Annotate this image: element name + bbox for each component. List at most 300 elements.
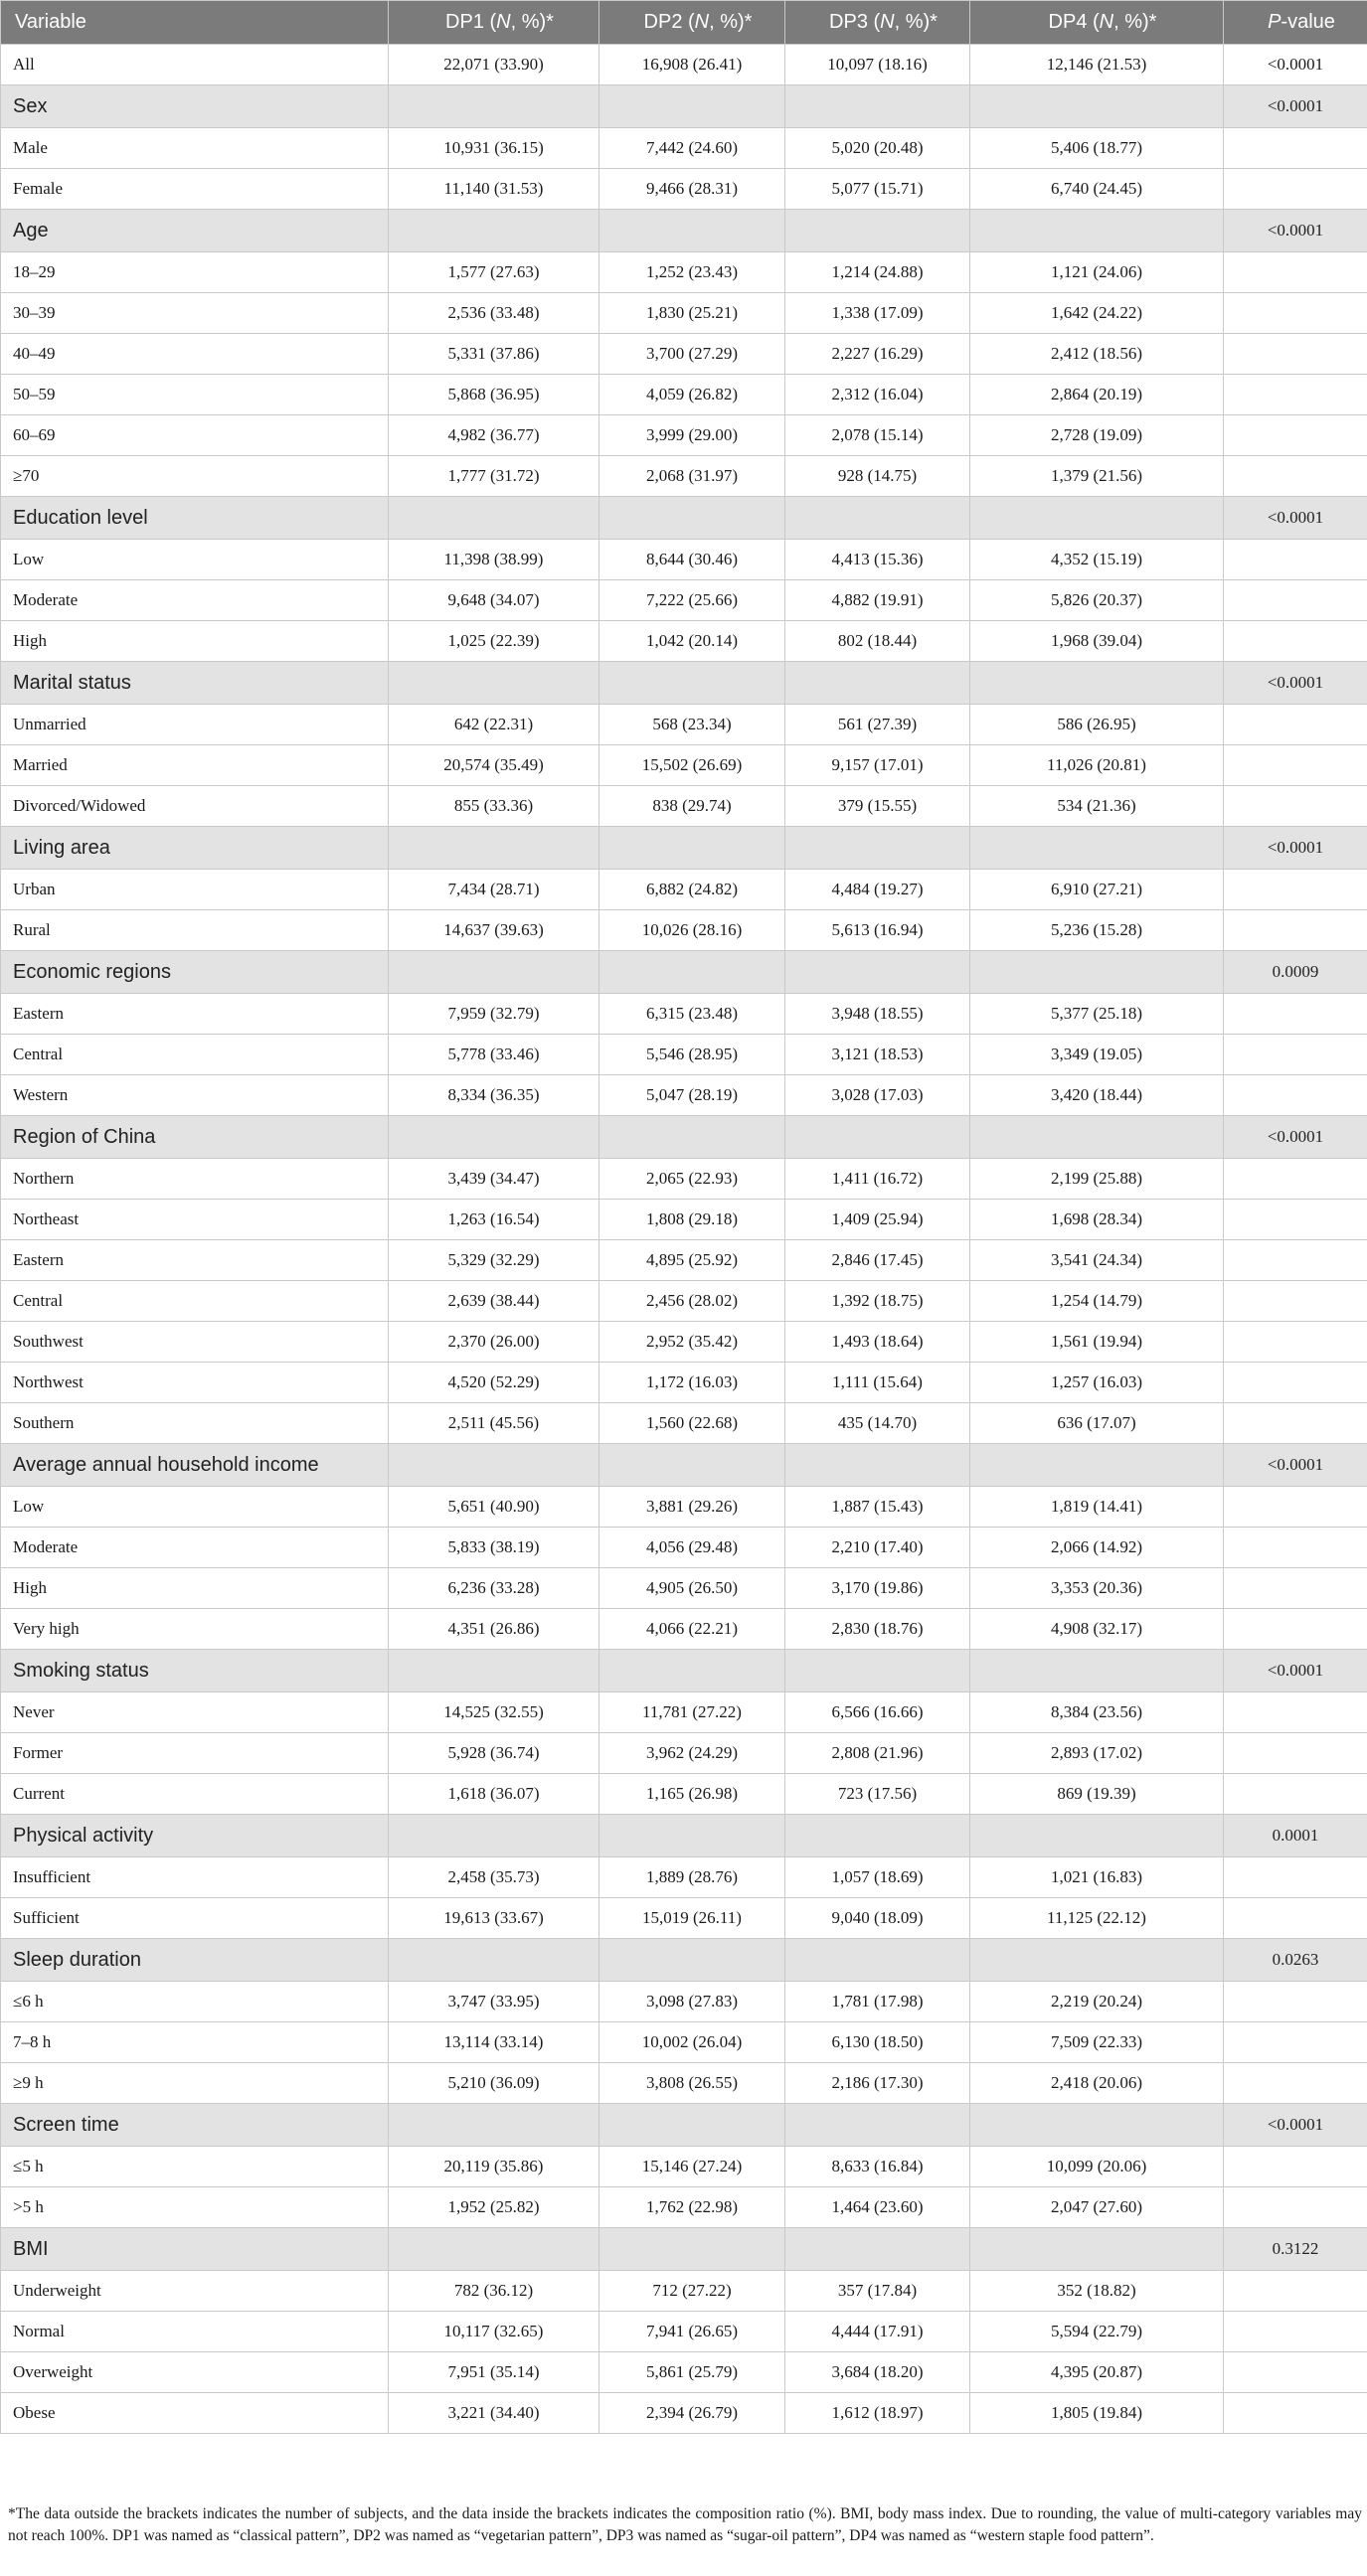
row-label-cell: High (1, 621, 389, 662)
cell-dp2 (599, 951, 785, 994)
table-row (1, 1240, 1367, 1281)
cell-p (1224, 2022, 1367, 2063)
cell-dp4 (970, 85, 1224, 128)
table-row (1, 1982, 1367, 2022)
cell-dp4: 3,353 (20.36) (970, 1568, 1224, 1609)
table-row (1, 456, 1367, 497)
cell-dp2 (599, 1116, 785, 1159)
cell-dp4: 1,819 (14.41) (970, 1487, 1224, 1528)
cell-dp1: 7,951 (35.14) (389, 2352, 599, 2393)
row-label-cell: Western (1, 1075, 389, 1116)
cell-dp1 (389, 1650, 599, 1692)
cell-dp4: 1,968 (39.04) (970, 621, 1224, 662)
cell-dp3: 3,170 (19.86) (785, 1568, 970, 1609)
cell-dp4: 4,352 (15.19) (970, 540, 1224, 580)
row-label-cell: Current (1, 1774, 389, 1815)
cell-dp2: 15,146 (27.24) (599, 2147, 785, 2187)
group-label-cell: Average annual household income (1, 1444, 389, 1487)
cell-dp4: 10,099 (20.06) (970, 2147, 1224, 2187)
cell-dp1: 1,263 (16.54) (389, 1200, 599, 1240)
cell-dp3 (785, 951, 970, 994)
cell-p (1224, 2393, 1367, 2434)
cell-dp1: 4,351 (26.86) (389, 1609, 599, 1650)
cell-dp3: 2,210 (17.40) (785, 1528, 970, 1568)
cell-dp1: 5,833 (38.19) (389, 1528, 599, 1568)
table-group-row (1, 662, 1367, 705)
cell-dp3: 3,948 (18.55) (785, 994, 970, 1035)
cell-dp4 (970, 1939, 1224, 1982)
cell-dp2: 7,442 (24.60) (599, 128, 785, 169)
table-row (1, 1200, 1367, 1240)
cell-dp3: 5,613 (16.94) (785, 910, 970, 951)
cell-dp4: 1,698 (28.34) (970, 1200, 1224, 1240)
cell-dp3 (785, 1444, 970, 1487)
cell-dp1 (389, 2228, 599, 2271)
cell-dp4: 3,541 (24.34) (970, 1240, 1224, 1281)
group-label-cell: Sleep duration (1, 1939, 389, 1982)
cell-dp4: 2,219 (20.24) (970, 1982, 1224, 2022)
cell-dp3: 2,808 (21.96) (785, 1733, 970, 1774)
row-label-cell: ≤6 h (1, 1982, 389, 2022)
cell-dp3: 2,846 (17.45) (785, 1240, 970, 1281)
cell-dp4: 1,021 (16.83) (970, 1857, 1224, 1898)
cell-dp3: 6,130 (18.50) (785, 2022, 970, 2063)
table-row (1, 1075, 1367, 1116)
cell-p (1224, 1528, 1367, 1568)
cell-dp1: 1,618 (36.07) (389, 1774, 599, 1815)
cell-dp4: 2,412 (18.56) (970, 334, 1224, 375)
cell-p (1224, 1898, 1367, 1939)
cell-dp2: 1,252 (23.43) (599, 252, 785, 293)
cell-dp2: 1,042 (20.14) (599, 621, 785, 662)
row-label-cell: ≥9 h (1, 2063, 389, 2104)
cell-p (1224, 334, 1367, 375)
cell-dp1: 14,637 (39.63) (389, 910, 599, 951)
cell-dp1: 13,114 (33.14) (389, 2022, 599, 2063)
cell-p (1224, 1075, 1367, 1116)
cell-dp4: 5,594 (22.79) (970, 2312, 1224, 2352)
group-label-cell: Physical activity (1, 1815, 389, 1857)
cell-dp4: 4,395 (20.87) (970, 2352, 1224, 2393)
cell-dp2: 2,456 (28.02) (599, 1281, 785, 1322)
table-row (1, 2312, 1367, 2352)
row-label-cell: >5 h (1, 2187, 389, 2228)
row-label-cell: ≤5 h (1, 2147, 389, 2187)
cell-p (1224, 1692, 1367, 1733)
cell-dp4: 11,125 (22.12) (970, 1898, 1224, 1939)
cell-dp4: 1,642 (24.22) (970, 293, 1224, 334)
cell-dp4 (970, 210, 1224, 252)
group-label-cell: Screen time (1, 2104, 389, 2147)
cell-dp1: 22,071 (33.90) (389, 45, 599, 85)
row-label-cell: Rural (1, 910, 389, 951)
cell-dp3: 4,882 (19.91) (785, 580, 970, 621)
cell-dp4: 6,910 (27.21) (970, 870, 1224, 910)
cell-dp3: 561 (27.39) (785, 705, 970, 745)
cell-dp2 (599, 1939, 785, 1982)
cell-dp4: 2,418 (20.06) (970, 2063, 1224, 2104)
table-row (1, 705, 1367, 745)
cell-dp3: 9,040 (18.09) (785, 1898, 970, 1939)
cell-dp1: 8,334 (36.35) (389, 1075, 599, 1116)
group-label-cell: Education level (1, 497, 389, 540)
cell-dp3: 1,057 (18.69) (785, 1857, 970, 1898)
cell-dp3: 1,887 (15.43) (785, 1487, 970, 1528)
cell-p: <0.0001 (1224, 2104, 1367, 2147)
table-group-row (1, 210, 1367, 252)
table-row (1, 621, 1367, 662)
row-label-cell: 18–29 (1, 252, 389, 293)
row-label-cell: Eastern (1, 994, 389, 1035)
row-label-cell: Normal (1, 2312, 389, 2352)
group-label-cell: Smoking status (1, 1650, 389, 1692)
cell-dp4: 869 (19.39) (970, 1774, 1224, 1815)
header-dp1: DP1 (N, %)* (389, 1, 599, 45)
cell-dp1: 5,329 (32.29) (389, 1240, 599, 1281)
cell-p (1224, 375, 1367, 415)
cell-dp4 (970, 497, 1224, 540)
row-label-cell: ≥70 (1, 456, 389, 497)
table-row (1, 1733, 1367, 1774)
cell-dp2: 4,056 (29.48) (599, 1528, 785, 1568)
cell-dp1 (389, 662, 599, 705)
cell-dp1: 5,331 (37.86) (389, 334, 599, 375)
cell-dp1: 855 (33.36) (389, 786, 599, 827)
cell-dp2: 3,999 (29.00) (599, 415, 785, 456)
cell-dp2: 15,019 (26.11) (599, 1898, 785, 1939)
cell-dp3: 10,097 (18.16) (785, 45, 970, 85)
table-row (1, 375, 1367, 415)
cell-dp1: 4,982 (36.77) (389, 415, 599, 456)
cell-p (1224, 1857, 1367, 1898)
cell-dp4: 1,257 (16.03) (970, 1363, 1224, 1403)
cell-p: <0.0001 (1224, 497, 1367, 540)
cell-p (1224, 1159, 1367, 1200)
cell-dp2: 7,941 (26.65) (599, 2312, 785, 2352)
cell-dp2: 838 (29.74) (599, 786, 785, 827)
cell-dp3 (785, 1815, 970, 1857)
cell-dp3: 6,566 (16.66) (785, 1692, 970, 1733)
cell-p (1224, 1609, 1367, 1650)
table-row (1, 415, 1367, 456)
cell-dp3: 2,186 (17.30) (785, 2063, 970, 2104)
group-label-cell: Economic regions (1, 951, 389, 994)
row-label-cell: Low (1, 1487, 389, 1528)
cell-p (1224, 705, 1367, 745)
table-row (1, 2393, 1367, 2434)
row-label-cell: High (1, 1568, 389, 1609)
cell-p (1224, 2271, 1367, 2312)
cell-dp2: 9,466 (28.31) (599, 169, 785, 210)
cell-dp3: 1,111 (15.64) (785, 1363, 970, 1403)
cell-dp4: 3,349 (19.05) (970, 1035, 1224, 1075)
cell-dp1 (389, 1444, 599, 1487)
cell-dp1: 2,458 (35.73) (389, 1857, 599, 1898)
header-dp2: DP2 (N, %)* (599, 1, 785, 45)
row-label-cell: Never (1, 1692, 389, 1733)
cell-dp3: 8,633 (16.84) (785, 2147, 970, 2187)
cell-dp2: 2,394 (26.79) (599, 2393, 785, 2434)
cell-dp1 (389, 1815, 599, 1857)
table-group-row (1, 1939, 1367, 1982)
row-label-cell: Central (1, 1035, 389, 1075)
cell-dp4: 5,826 (20.37) (970, 580, 1224, 621)
cell-p (1224, 1733, 1367, 1774)
cell-dp3: 928 (14.75) (785, 456, 970, 497)
row-label-cell: Former (1, 1733, 389, 1774)
cell-dp2: 16,908 (26.41) (599, 45, 785, 85)
cell-dp1 (389, 1939, 599, 1982)
cell-dp4: 3,420 (18.44) (970, 1075, 1224, 1116)
cell-dp1: 4,520 (52.29) (389, 1363, 599, 1403)
cell-dp1: 2,370 (26.00) (389, 1322, 599, 1363)
cell-p (1224, 252, 1367, 293)
cell-p (1224, 2312, 1367, 2352)
group-label-cell: Living area (1, 827, 389, 870)
table-row (1, 1159, 1367, 1200)
cell-dp3: 1,411 (16.72) (785, 1159, 970, 1200)
cell-dp1 (389, 1116, 599, 1159)
cell-p: <0.0001 (1224, 1650, 1367, 1692)
cell-dp3 (785, 1116, 970, 1159)
cell-dp3: 9,157 (17.01) (785, 745, 970, 786)
cell-dp1: 2,511 (45.56) (389, 1403, 599, 1444)
cell-dp3: 435 (14.70) (785, 1403, 970, 1444)
cell-dp3: 5,020 (20.48) (785, 128, 970, 169)
table-row (1, 1487, 1367, 1528)
cell-dp3 (785, 85, 970, 128)
row-label-cell: Northwest (1, 1363, 389, 1403)
cell-p (1224, 1200, 1367, 1240)
header-dp4: DP4 (N, %)* (970, 1, 1224, 45)
cell-dp2: 15,502 (26.69) (599, 745, 785, 786)
cell-dp4 (970, 1815, 1224, 1857)
cell-dp1 (389, 497, 599, 540)
table-row (1, 1898, 1367, 1939)
cell-p (1224, 2147, 1367, 2187)
cell-dp2 (599, 85, 785, 128)
cell-dp1: 3,439 (34.47) (389, 1159, 599, 1200)
cell-dp2: 4,905 (26.50) (599, 1568, 785, 1609)
cell-dp4 (970, 2104, 1224, 2147)
cell-dp3: 802 (18.44) (785, 621, 970, 662)
cell-dp2: 1,165 (26.98) (599, 1774, 785, 1815)
cell-dp3 (785, 1650, 970, 1692)
cell-dp2: 8,644 (30.46) (599, 540, 785, 580)
table-row (1, 2022, 1367, 2063)
cell-p (1224, 621, 1367, 662)
table-group-row (1, 497, 1367, 540)
cell-dp3: 1,338 (17.09) (785, 293, 970, 334)
row-label-cell: Central (1, 1281, 389, 1322)
group-label-cell: Sex (1, 85, 389, 128)
table-row (1, 540, 1367, 580)
cell-dp2: 1,172 (16.03) (599, 1363, 785, 1403)
cell-p (1224, 456, 1367, 497)
table-group-row (1, 1444, 1367, 1487)
cell-p (1224, 1487, 1367, 1528)
table-group-row (1, 85, 1367, 128)
cell-dp1: 2,639 (38.44) (389, 1281, 599, 1322)
cell-dp2: 3,962 (24.29) (599, 1733, 785, 1774)
cell-p: <0.0001 (1224, 85, 1367, 128)
cell-dp1: 20,574 (35.49) (389, 745, 599, 786)
cell-dp1: 1,025 (22.39) (389, 621, 599, 662)
cell-p (1224, 870, 1367, 910)
cell-p (1224, 2063, 1367, 2104)
cell-dp2: 1,830 (25.21) (599, 293, 785, 334)
cell-dp3: 3,028 (17.03) (785, 1075, 970, 1116)
cell-dp4: 8,384 (23.56) (970, 1692, 1224, 1733)
cell-dp2: 3,098 (27.83) (599, 1982, 785, 2022)
cell-dp2: 1,808 (29.18) (599, 1200, 785, 1240)
cell-dp1: 7,959 (32.79) (389, 994, 599, 1035)
cell-dp1: 642 (22.31) (389, 705, 599, 745)
cell-dp3: 4,444 (17.91) (785, 2312, 970, 2352)
cell-dp3: 3,684 (18.20) (785, 2352, 970, 2393)
cell-dp1 (389, 2104, 599, 2147)
cell-dp4: 1,121 (24.06) (970, 252, 1224, 293)
table-row (1, 1281, 1367, 1322)
cell-dp1: 1,577 (27.63) (389, 252, 599, 293)
table-group-row (1, 1650, 1367, 1692)
row-label-cell: Sufficient (1, 1898, 389, 1939)
cell-dp4: 1,379 (21.56) (970, 456, 1224, 497)
cell-dp4 (970, 1444, 1224, 1487)
cell-p (1224, 1035, 1367, 1075)
cell-dp3: 2,078 (15.14) (785, 415, 970, 456)
cell-dp2: 1,889 (28.76) (599, 1857, 785, 1898)
row-label-cell: 50–59 (1, 375, 389, 415)
row-label-cell: 7–8 h (1, 2022, 389, 2063)
cell-dp1: 14,525 (32.55) (389, 1692, 599, 1733)
cell-dp4 (970, 951, 1224, 994)
cell-p (1224, 1403, 1367, 1444)
cell-dp1 (389, 210, 599, 252)
table-row (1, 45, 1367, 85)
cell-dp3: 1,409 (25.94) (785, 1200, 970, 1240)
row-label-cell: 60–69 (1, 415, 389, 456)
cell-dp1: 5,210 (36.09) (389, 2063, 599, 2104)
group-label-cell: Marital status (1, 662, 389, 705)
cell-dp4 (970, 1116, 1224, 1159)
cell-dp2 (599, 827, 785, 870)
cell-dp4: 2,047 (27.60) (970, 2187, 1224, 2228)
cell-dp4: 2,199 (25.88) (970, 1159, 1224, 1200)
cell-dp2: 5,861 (25.79) (599, 2352, 785, 2393)
row-label-cell: Very high (1, 1609, 389, 1650)
cell-dp3: 1,214 (24.88) (785, 252, 970, 293)
cell-dp4: 12,146 (21.53) (970, 45, 1224, 85)
table-row (1, 870, 1367, 910)
cell-p: 0.0263 (1224, 1939, 1367, 1982)
cell-dp4: 7,509 (22.33) (970, 2022, 1224, 2063)
table-row (1, 745, 1367, 786)
cell-dp1: 3,747 (33.95) (389, 1982, 599, 2022)
cell-p (1224, 786, 1367, 827)
cell-dp1 (389, 827, 599, 870)
cell-dp3: 3,121 (18.53) (785, 1035, 970, 1075)
cell-dp1 (389, 85, 599, 128)
cell-dp4: 1,561 (19.94) (970, 1322, 1224, 1363)
cell-dp3 (785, 497, 970, 540)
group-label-cell: BMI (1, 2228, 389, 2271)
cell-dp3 (785, 2104, 970, 2147)
cell-dp2 (599, 2104, 785, 2147)
cell-dp4: 1,254 (14.79) (970, 1281, 1224, 1322)
cell-dp3 (785, 2228, 970, 2271)
cell-p (1224, 1322, 1367, 1363)
row-label-cell: Moderate (1, 580, 389, 621)
cell-p (1224, 2187, 1367, 2228)
group-label-cell: Region of China (1, 1116, 389, 1159)
cell-dp2: 1,560 (22.68) (599, 1403, 785, 1444)
row-label-cell: Eastern (1, 1240, 389, 1281)
row-label-cell: 30–39 (1, 293, 389, 334)
group-label-cell: Age (1, 210, 389, 252)
cell-dp4 (970, 827, 1224, 870)
cell-dp3: 2,312 (16.04) (785, 375, 970, 415)
row-label-cell: Divorced/Widowed (1, 786, 389, 827)
cell-p: <0.0001 (1224, 1116, 1367, 1159)
row-label-cell: Northeast (1, 1200, 389, 1240)
table-row (1, 2063, 1367, 2104)
cell-dp2: 11,781 (27.22) (599, 1692, 785, 1733)
row-label-cell: Low (1, 540, 389, 580)
row-label-cell: Insufficient (1, 1857, 389, 1898)
table-row (1, 2187, 1367, 2228)
cell-dp3: 2,830 (18.76) (785, 1609, 970, 1650)
cell-dp4: 2,066 (14.92) (970, 1528, 1224, 1568)
row-label-cell: Male (1, 128, 389, 169)
cell-dp2: 6,882 (24.82) (599, 870, 785, 910)
cell-dp4: 2,728 (19.09) (970, 415, 1224, 456)
cell-p (1224, 1774, 1367, 1815)
cell-dp3: 357 (17.84) (785, 2271, 970, 2312)
cell-dp1: 20,119 (35.86) (389, 2147, 599, 2187)
cell-dp2: 7,222 (25.66) (599, 580, 785, 621)
cell-dp3: 2,227 (16.29) (785, 334, 970, 375)
cell-dp1: 5,651 (40.90) (389, 1487, 599, 1528)
cell-p (1224, 994, 1367, 1035)
table-row (1, 1403, 1367, 1444)
table-row (1, 994, 1367, 1035)
cell-p: 0.0001 (1224, 1815, 1367, 1857)
cell-dp1: 11,140 (31.53) (389, 169, 599, 210)
cell-dp2 (599, 662, 785, 705)
row-label-cell: Overweight (1, 2352, 389, 2393)
row-label-cell: Underweight (1, 2271, 389, 2312)
cell-p (1224, 1281, 1367, 1322)
cell-p (1224, 580, 1367, 621)
cell-p (1224, 910, 1367, 951)
table-row (1, 2147, 1367, 2187)
cell-p: 0.0009 (1224, 951, 1367, 994)
cell-p (1224, 2352, 1367, 2393)
cell-dp1: 10,931 (36.15) (389, 128, 599, 169)
cell-p (1224, 540, 1367, 580)
cell-dp2: 568 (23.34) (599, 705, 785, 745)
header-dp3: DP3 (N, %)* (785, 1, 970, 45)
table-row (1, 910, 1367, 951)
table-group-row (1, 1815, 1367, 1857)
cell-dp3: 379 (15.55) (785, 786, 970, 827)
table-row (1, 2352, 1367, 2393)
cell-dp1: 11,398 (38.99) (389, 540, 599, 580)
cell-dp3: 1,781 (17.98) (785, 1982, 970, 2022)
cell-dp2: 5,546 (28.95) (599, 1035, 785, 1075)
cell-dp3: 1,464 (23.60) (785, 2187, 970, 2228)
